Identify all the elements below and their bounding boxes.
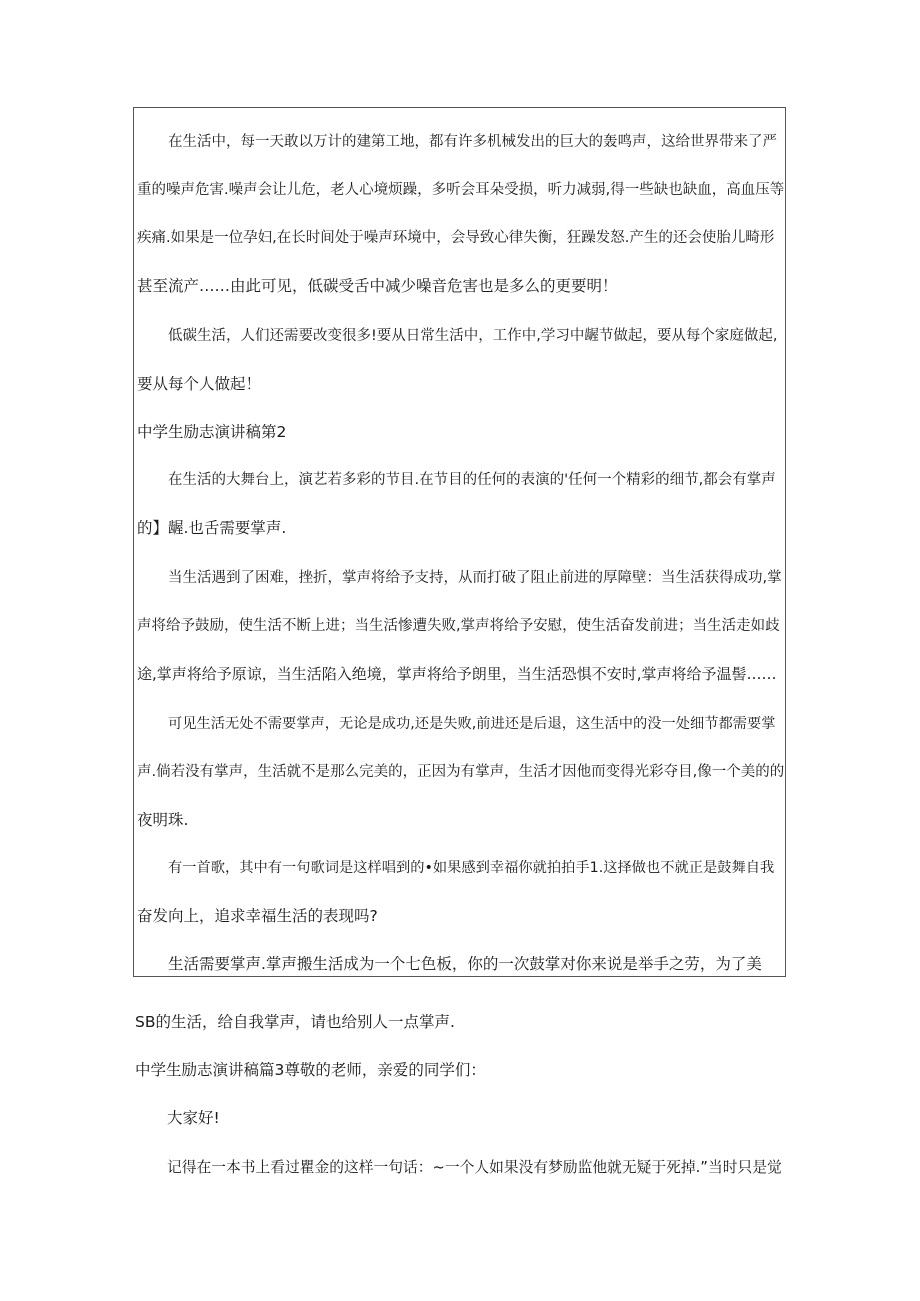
paragraph-line: 大家好! [167, 1109, 220, 1127]
paragraph-line: 甚至流产……由此可见，低碳受舌中减少噪音危害也是多么的更要明！ [137, 277, 618, 295]
paragraph-line: 疾痛.如果是一位孕妇,在长时间处于噪声环境中，会导致心律失衡，狂躁发怒.产生的还会使胎儿畸形 [137, 230, 775, 246]
paragraph-line: 声.倘若没有掌声，生活就不是那么完美的，正因为有掌声，生活才因他而变得光彩夺目,像一个美的的 [137, 764, 785, 780]
paragraph-line: 在生活中，每一天敢以万计的建第工地，都有许多机械发出的巨大的轰鸣声，这给世界带来了严 [168, 134, 777, 150]
paragraph-line: 要从每个人做起！ [137, 375, 262, 393]
paragraph-line: SB的生活，给自我掌声，请也给别人一点掌声. [135, 1013, 455, 1031]
paragraph-line: 奋发向上，追求幸福生活的表现吗? [137, 907, 378, 925]
paragraph-line: 的】龌.也舌需要掌声. [137, 519, 287, 537]
section-heading: 中学生励志演讲稿篇3尊敬的老师，亲爱的同学们： [135, 1061, 486, 1079]
paragraph-line: 记得在一本书上看过瞿金的这样一句话：~一个人如果没有梦励监他就无疑于死掉.”当时只是觉 [167, 1159, 782, 1176]
paragraph-line: 夜明珠. [137, 811, 189, 829]
paragraph-line: 声将给予鼓励，使生活不断上进；当生活惨遭失败,掌声将给予安慰，使生活奋发前进；当生活走如歧 [137, 618, 780, 634]
paragraph-line: 有一首歌，其中有一句歌词是这样唱到的•如果感到幸福你就拍拍手1.这择做也不就正是鼓舞自我 [168, 860, 775, 876]
paragraph-line: 可见生活无处不需要掌声，无论是成功,还是失败,前进还是后退，这生活中的没一处细节都需要掌 [168, 716, 776, 732]
paragraph-line: 低碳生活，人们还需要改变很多!要从日常生活中，工作中,学习中龌节做起，要从每个家庭做起, [168, 328, 778, 344]
paragraph-line: 途,掌声将给予原谅，当生活陷入绝境，掌声将给予朗里，当生活恐惧不安时,掌声将给予温髻…… [137, 665, 777, 683]
paragraph-line: 在生活的大舞台上，演艺若多彩的节目.在节目的任何的表演的'任何一个精彩的细节,都会有掌声 [168, 472, 776, 488]
paragraph-line: 生活需要掌声.掌声搬生活成为一个七色板，你的一次鼓掌对你来说是举手之劳，为了美 [168, 955, 762, 973]
paragraph-line: 当生活遇到了困难，挫折，掌声将给予支持，从而打破了阻止前进的厚障壁：当生活获得成功,掌 [168, 570, 782, 586]
paragraph-line: 重的噪声危害.噪声会让儿危，老人心境烦躁，多听会耳朵受损，听力减弱,得一些缺也缺血，高血压等 [137, 182, 785, 198]
section-heading: 中学生励志演讲稿第2 [137, 423, 287, 441]
